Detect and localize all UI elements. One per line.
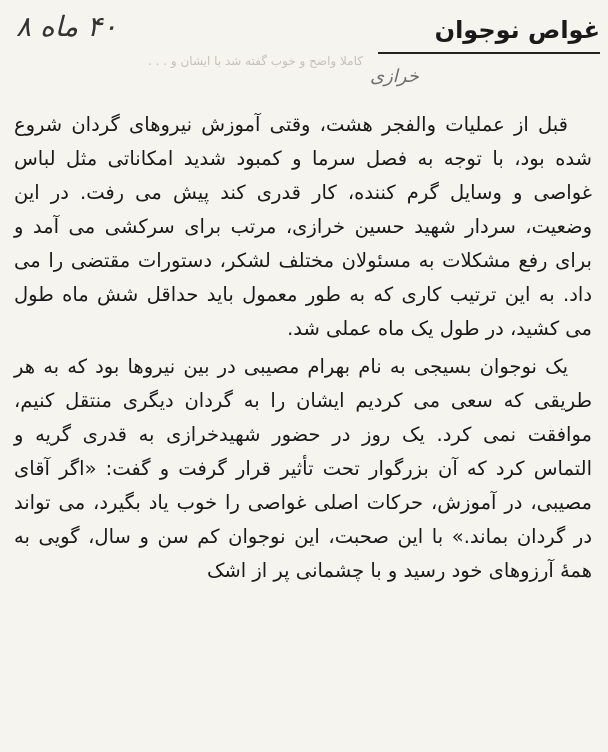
handwritten-page-mark: ۴۰ ماه ۸ (16, 10, 118, 43)
page-title: غواص نوجوان (434, 16, 600, 44)
title-underline (378, 52, 600, 54)
faint-bleed-through-text: کاملا واضح و خوب گفته شد با ایشان و . . . (148, 54, 363, 68)
page-header (8, 6, 600, 68)
article-body (14, 108, 592, 588)
paragraph: یک نوجوان بسیجی به نام بهرام مصیبی در بین نیروها بود که به هر طریقی که سعی می کردیم ایشان را به گردان دیگری منتقل کنیم، موافقت نمی کرد. یک روز در حضور شهیدخرازی به قدری گریه و التماس کرد که آن بزرگوار تحت تأثیر قرار گرفت و گفت: «اگر آقای مصیبی، در آموزش، حرکات اصلی غواصی را خوب یاد بگیرد، می تواند در گردان بماند.» با این صحبت، این نوجوان کم سن و سال، گویی به همهٔ آرزوهای خود رسید و با چشمانی پر از اشک (14, 355, 592, 582)
handwritten-note: خرازی (370, 66, 419, 87)
paragraph: قبل از عملیات والفجر هشت، وقتی آموزش نیروهای گردان شروع شده بود، با توجه به فصل سرما و کمبود شدید امکاناتی مثل لباس غواصی و وسایل گرم کننده، کار قدری کند پیش می رفت. در این وضعیت، سردار شهید حسین خرازی، مرتب برای سرکشی می آمد و برای رفع مشکلات به مسئولان مختلف لشکر، دستورات مقتضی را می داد. به این ترتیب کاری که به طور معمول باید حداقل شش ماه طول می کشید، در طول یک ماه عملی شد. (14, 113, 592, 340)
